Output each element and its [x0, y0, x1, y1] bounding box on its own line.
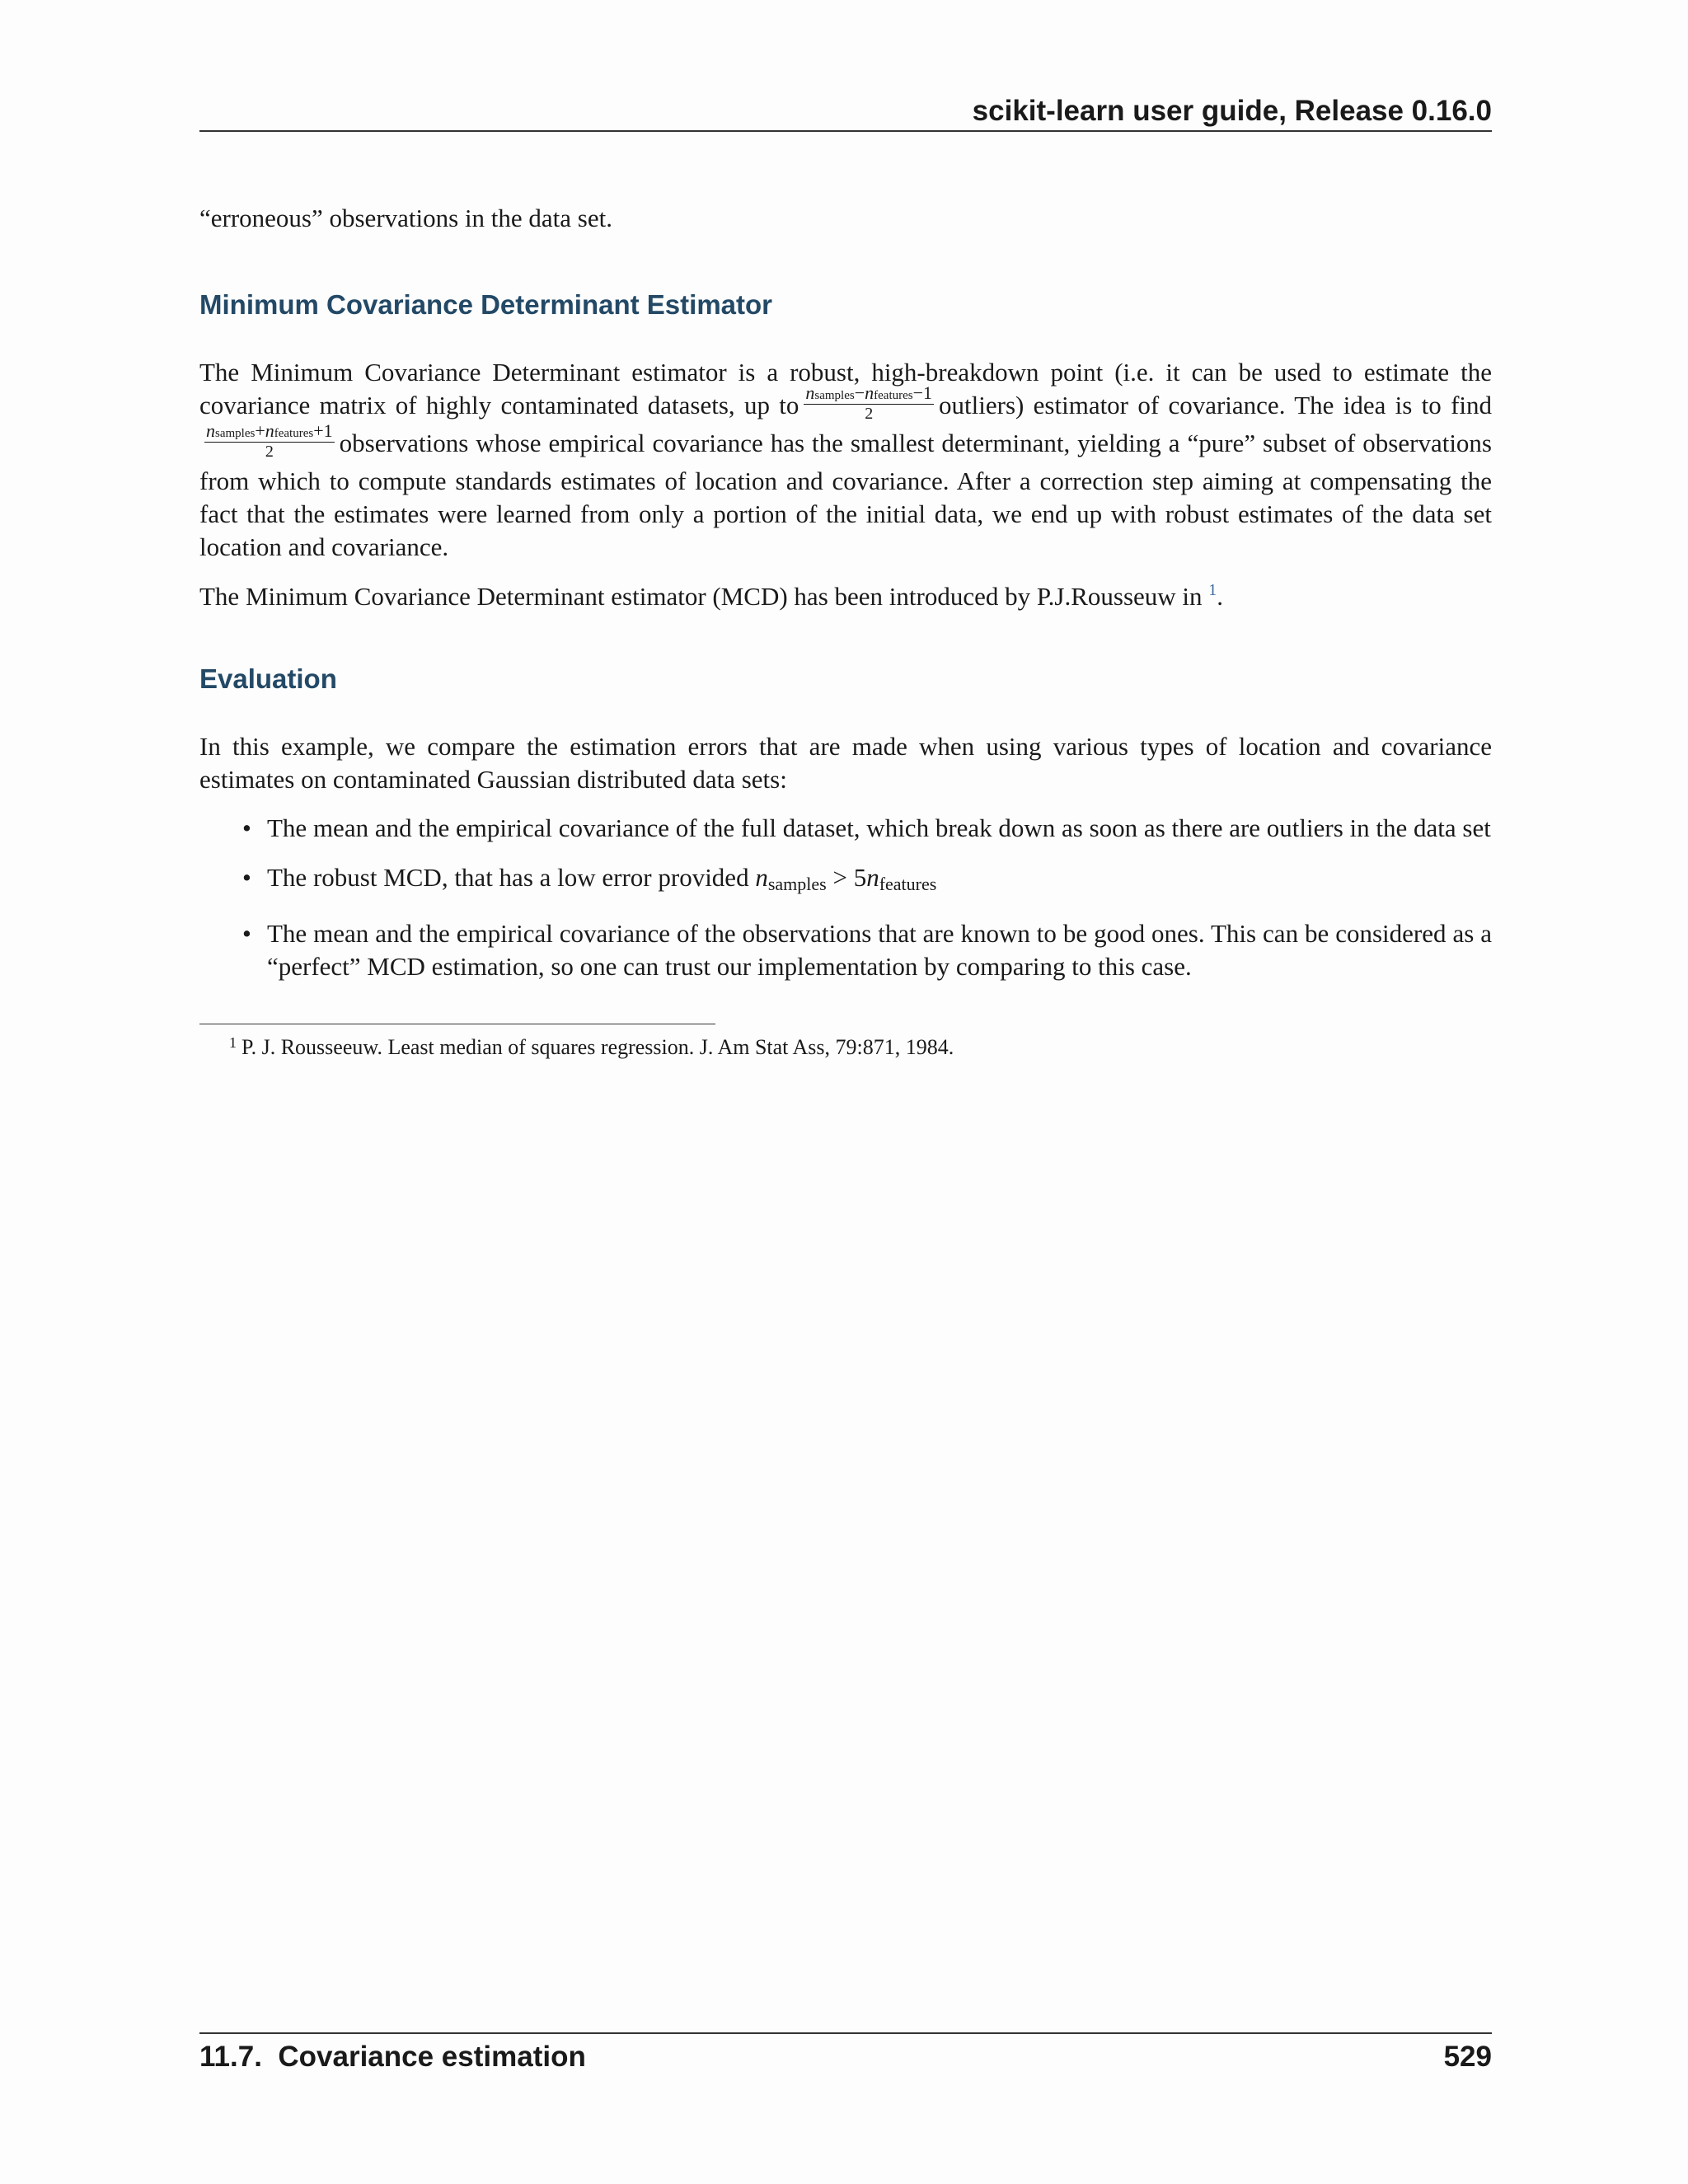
- frac1-n1: n: [805, 382, 815, 403]
- list-item: [199, 812, 1492, 845]
- frac1-n2: n: [865, 382, 874, 403]
- math-n1: n: [755, 863, 768, 892]
- fraction-2-numerator: [204, 422, 335, 443]
- math-op: > 5: [826, 863, 867, 892]
- mcd-paragraph-2: [199, 574, 1492, 613]
- header-rule: [199, 130, 1492, 132]
- math-inline: [755, 863, 936, 892]
- list-item: [199, 917, 1492, 983]
- bullet-text-1: The mean and the empirical covariance of the full dataset, which break down as soon as there are outliers in the data set: [267, 813, 1491, 842]
- footnote: [229, 1029, 954, 1062]
- frac2-n2: n: [265, 420, 274, 441]
- fraction-2: [204, 422, 335, 460]
- evaluation-body: [199, 730, 1492, 796]
- fraction-1: [804, 384, 934, 422]
- fraction-2-denominator: 2: [265, 443, 274, 461]
- bullet-list: [199, 812, 1492, 983]
- running-header: scikit-learn user guide, Release 0.16.0: [972, 95, 1492, 127]
- continuation-paragraph: “erroneous” observations in the data set.: [199, 204, 612, 232]
- continuation-block: [199, 202, 1492, 235]
- frac1-tail: −1: [912, 382, 933, 403]
- running-footer: [199, 2039, 1492, 2075]
- bullet-text-2: The robust MCD, that has a low error provided: [267, 863, 749, 892]
- footnote-ref-link[interactable]: 1: [1208, 581, 1217, 599]
- mcd-p1-a: The Minimum Covariance Determinant estimator is a robust, high-breakdown point (i.e. it can be used to estimate the covariance matrix of highly contaminated datasets, up to: [199, 358, 1492, 420]
- frac2-sub2: features: [274, 427, 314, 440]
- mcd-body: [199, 356, 1492, 564]
- evaluation-heading-block: [199, 663, 1492, 696]
- fraction-1-numerator: [804, 384, 934, 405]
- bullet-marker: •: [242, 813, 251, 842]
- math-sub1: samples: [767, 874, 827, 894]
- footnote-text: P. J. Rousseeuw. Least median of squares regression. J. Am Stat Ass, 79:871, 1984.: [241, 1035, 954, 1059]
- fraction-1-denominator: 2: [865, 405, 874, 423]
- bullet-text-3: The mean and the empirical covariance of the observations that are known to be good ones. This can be considered as a “perfect” MCD estimation, so one can trust our implementation by comparing to this case.: [267, 919, 1492, 981]
- math-n2: n: [866, 863, 879, 892]
- mcd-p2-text: The Minimum Covariance Determinant estimator (MCD) has been introduced by P.J.Rousseuw in: [199, 582, 1203, 611]
- document-page: [199, 0, 1492, 2184]
- frac1-sub2: features: [874, 389, 913, 402]
- math-sub2: features: [879, 874, 937, 894]
- mcd-body-2: [199, 574, 1492, 613]
- mcd-p1-b: outliers) estimator of covariance. The idea is to find: [939, 391, 1493, 420]
- frac1-sub1: samples: [814, 389, 855, 402]
- mcd-heading-block: [199, 288, 1492, 321]
- section-title-mcd: Minimum Covariance Determinant Estimator: [199, 289, 772, 320]
- footnote-number: 1: [229, 1034, 237, 1051]
- frac2-tail: +1: [313, 420, 333, 441]
- evaluation-list: [199, 812, 1492, 983]
- footer-rule: [199, 2032, 1492, 2034]
- frac2-n1: n: [206, 420, 215, 441]
- frac2-sub1: samples: [215, 427, 256, 440]
- frac2-op: +: [255, 420, 265, 441]
- list-item: [199, 861, 1492, 901]
- section-title-evaluation: Evaluation: [199, 663, 337, 694]
- mcd-p2-end: .: [1217, 582, 1224, 611]
- evaluation-intro: In this example, we compare the estimation errors that are made when using various types of location and covariance estimates on contaminated Gaussian distributed data sets:: [199, 732, 1492, 794]
- bullet-marker: •: [242, 863, 251, 892]
- frac1-op: −: [854, 382, 865, 403]
- mcd-paragraph-1: [199, 356, 1492, 564]
- bullet-marker: •: [242, 919, 251, 948]
- footer-section-title: 11.7. Covariance estimation: [199, 2041, 586, 2073]
- mcd-p1-c: observations whose empirical covariance has the smallest determinant, yielding a “pure” subset of observations from which to compute standards estimates of location and covariance. After a correction step aiming at compensating the fact that the estimates were learned from only a portion of the initial data, we end up with robust estimates of the data set location and covariance.: [199, 429, 1492, 561]
- page-number: 529: [1443, 2041, 1492, 2073]
